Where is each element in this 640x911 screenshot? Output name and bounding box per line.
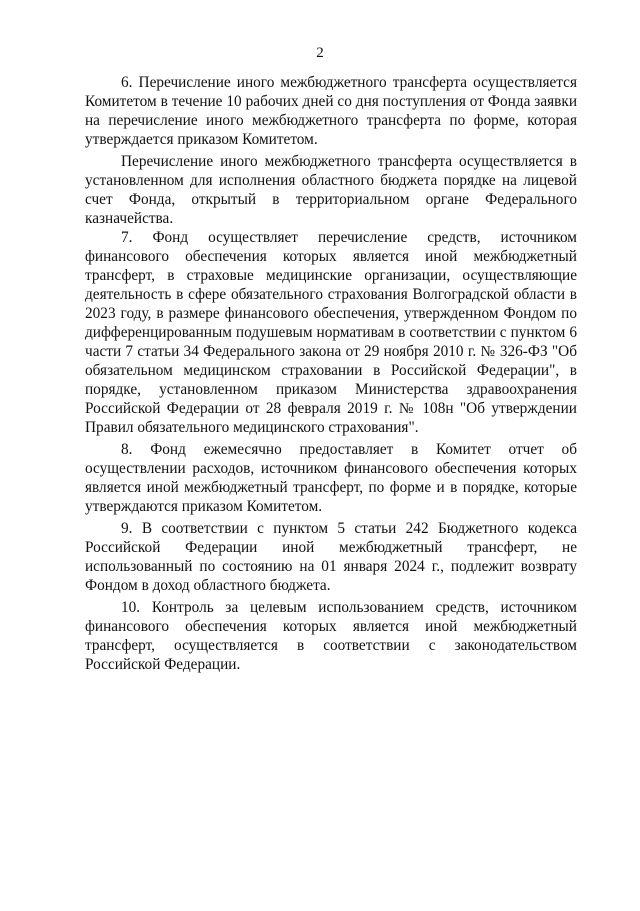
paragraph-6: 6. Перечисление иного межбюджетного трансферта осуществляется Комитетом в течение 10 рабочих дней со дня поступления от Фонда заявки на перечисление иного межбюджетного трансферта по форме, которая утверждается приказом Комитетом. bbox=[85, 74, 577, 148]
page-number: 2 bbox=[316, 45, 324, 61]
paragraph-10: 10. Контроль за целевым использованием средств, источником финансового обеспечения которых является иной межбюджетный трансферт, осуществляется в соответствии с законодательством Российской Федерации. bbox=[85, 599, 577, 673]
paragraph-9: 9. В соответствии с пунктом 5 статьи 242 Бюджетного кодекса Российской Федерации иной межбюджетный трансферт, не использованный по состоянию на 01 января 2024 г., подлежит возврату Фондом в доход областного бюджета. bbox=[85, 520, 577, 594]
document-body bbox=[85, 73, 577, 674]
paragraph-6-continuation: Перечисление иного межбюджетного трансферта осуществляется в установленном для исполнения областного бюджета порядке на лицевой счет Фонда, открытый в территориальном органе Федерального казначейства. bbox=[85, 153, 577, 227]
paragraph-8: 8. Фонд ежемесячно предоставляет в Комитет отчет об осуществлении расходов, источником финансового обеспечения которых является иной межбюджетный трансферт, по форме и в порядке, которые утверждаются приказом Комитетом. bbox=[85, 441, 577, 515]
paragraph-7: 7. Фонд осуществляет перечисление средств, источником финансового обеспечения которых является иной межбюджетный трансферт, в страховые медицинские организации, осуществляющие деятельность в сфере обязательного страхования Волгоградской области в 2023 году, в размере финансового обеспечения, утвержденном Фондом по дифференцированным подушевым нормативам в соответствии с пунктом 6 части 7 статьи 34 Федерального закона от 29 ноября 2010 г. № 326-ФЗ "Об обязательном медицинском страховании в Российской Федерации", в порядке, установленном приказом Министерства здравоохранения Российской Федерации от 28 февраля 2019 г. № 108н "Об утверждении Правил обязательного медицинского страхования". bbox=[85, 229, 577, 436]
